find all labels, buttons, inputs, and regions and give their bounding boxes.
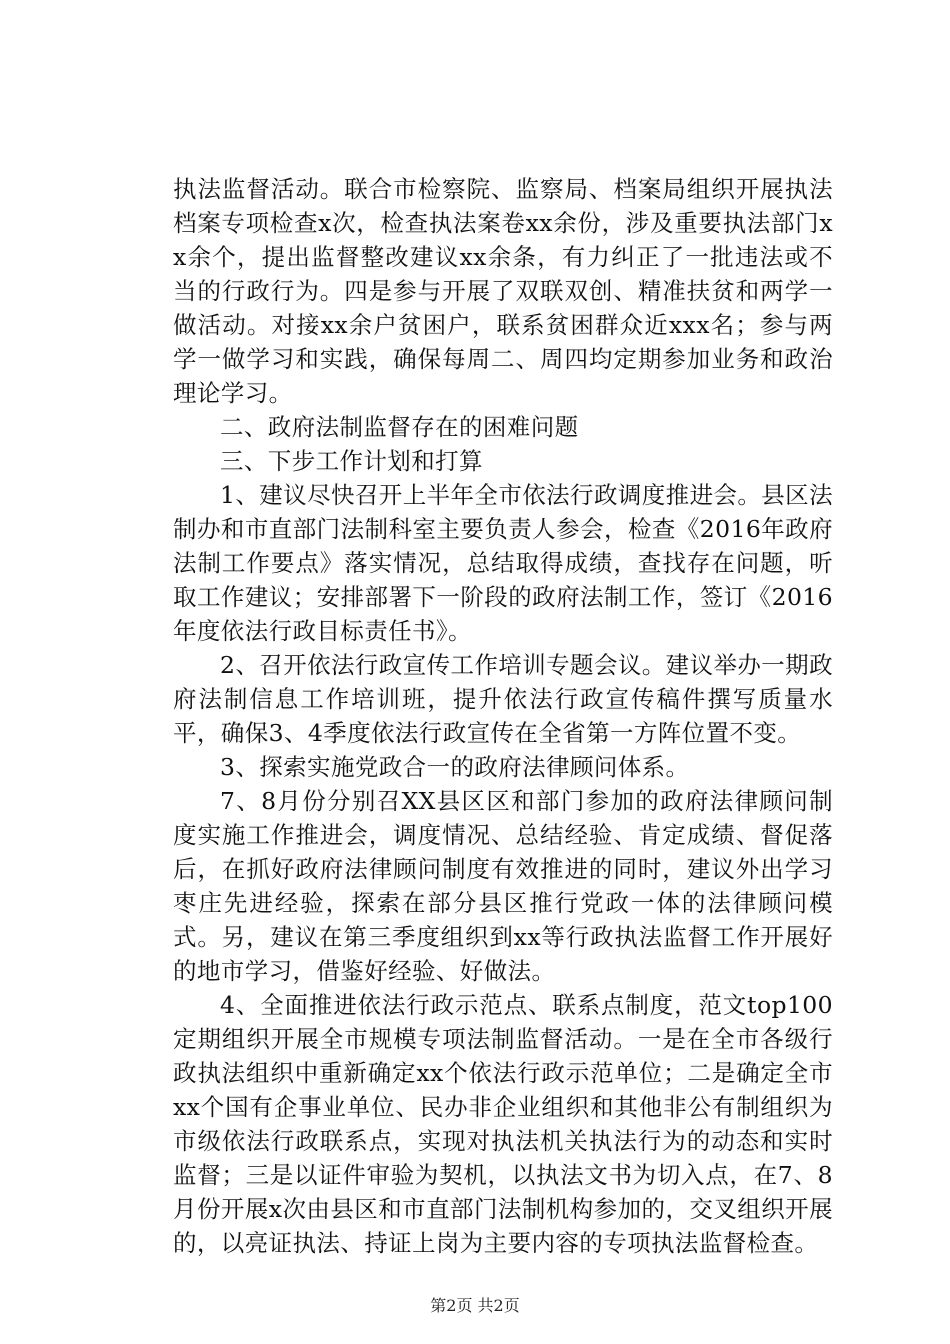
document-body bbox=[173, 172, 833, 1260]
paragraph-continuation: 执法监督活动。联合市检察院、监察局、档案局组织开展执法档案专项检查x次，检查执法案卷xx余份，涉及重要执法部门xx余个，提出监督整改建议xx余条，有力纠正了一批违法或不当的行政行为。四是参与开展了双联双创、精准扶贫和两学一做活动。对接xx余户贫困户，联系贫困群众近xxx名；参与两学一做学习和实践，确保每周二、周四均定期参加业务和政治理论学习。 bbox=[173, 175, 833, 407]
paragraph-item-2: 2、召开依法行政宣传工作培训专题会议。建议举办一期政府法制信息工作培训班，提升依法行政宣传稿件撰写质量水平，确保3、4季度依法行政宣传在全省第一方阵位置不变。 bbox=[173, 651, 833, 747]
paragraph-item-3: 3、探索实施党政合一的政府法律顾问体系。 bbox=[220, 753, 690, 781]
section-heading-difficulties: 二、政府法制监督存在的困难问题 bbox=[220, 413, 579, 441]
paragraph-item-1: 1、建议尽快召开上半年全市依法行政调度推进会。县区法制办和市直部门法制科室主要负责人参会，检查《2016年政府法制工作要点》落实情况，总结取得成绩，查找存在问题，听取工作建议；安排部署下一阶段的政府法制工作，签订《2016年度依法行政目标责任书》。 bbox=[173, 481, 833, 645]
paragraph-item-3-detail: 7、8月份分别召XX县区区和部门参加的政府法律顾问制度实施工作推进会，调度情况、总结经验、肯定成绩、督促落后，在抓好政府法律顾问制度有效推进的同时，建议外出学习枣庄先进经验，探索在部分县区推行党政一体的法律顾问模式。另，建议在第三季度组织到xx等行政执法监督工作开展好的地市学习，借鉴好经验、好做法。 bbox=[173, 787, 833, 985]
section-heading-next-steps: 三、下步工作计划和打算 bbox=[220, 447, 483, 475]
paragraph-item-4: 4、全面推进依法行政示范点、联系点制度，范文top100定期组织开展全市规模专项法制监督活动。一是在全市各级行政执法组织中重新确定xx个依法行政示范单位；二是确定全市xx个国有企事业单位、民办非企业组织和其他非公有制组织为市级依法行政联系点，实现对执法机关执法行为的动态和实时监督；三是以证件审验为契机，以执法文书为切入点，在7、8月份开展x次由县区和市直部门法制机构参加的，交叉组织开展的，以亮证执法、持证上岗为主要内容的专项执法监督检查。 bbox=[173, 991, 833, 1257]
page-number-footer: 第2页 共2页 bbox=[430, 1296, 520, 1315]
